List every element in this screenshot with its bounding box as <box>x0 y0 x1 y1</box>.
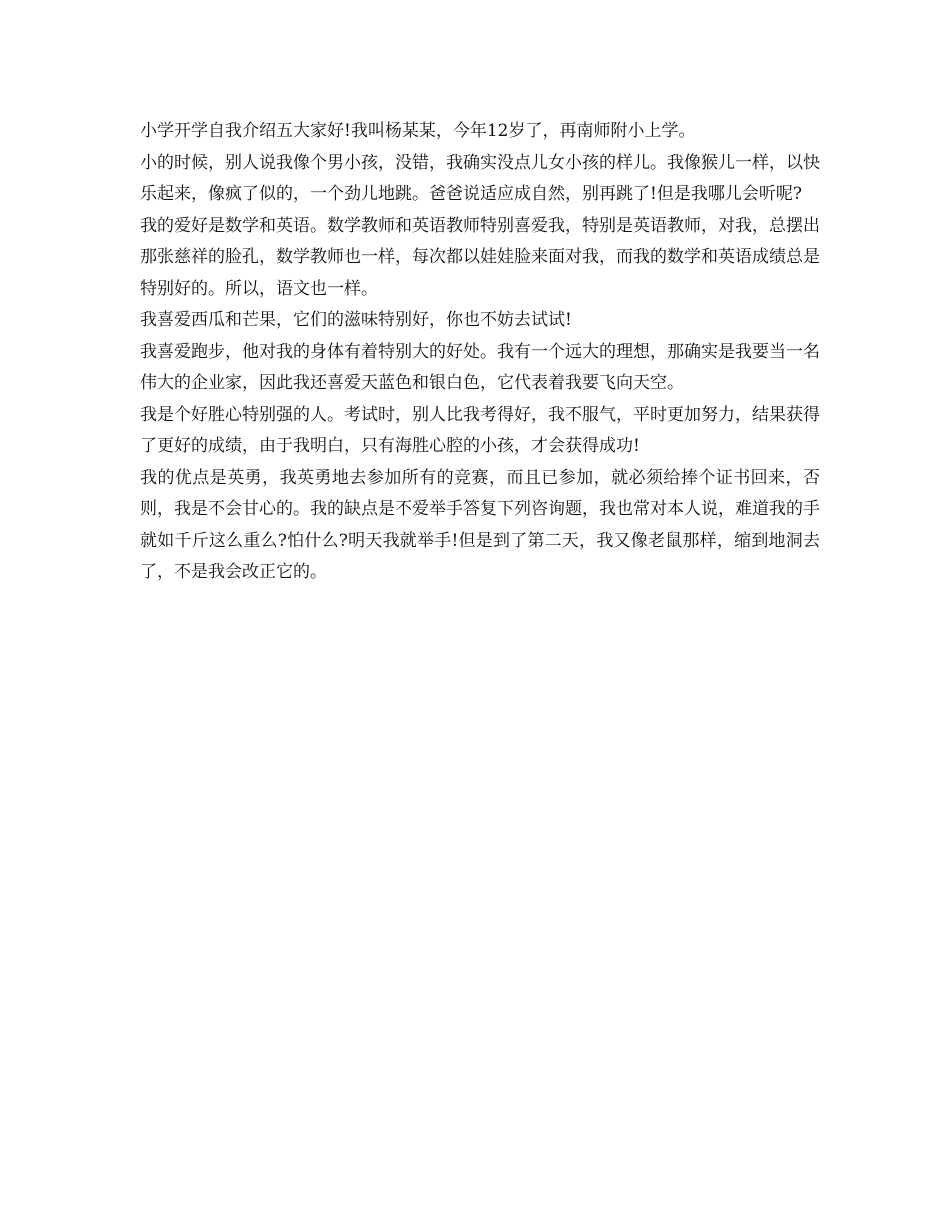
paragraph-hobbies: 我的爱好是数学和英语。数学教师和英语教师特别喜爱我，特别是英语教师，对我，总摆出那张慈祥的脸孔，数学教师也一样，每次都以娃娃脸来面对我，而我的数学和英语成绩总是特别好的。所以，语文也一样。 <box>140 215 820 299</box>
paragraph-strengths-weaknesses: 我的优点是英勇，我英勇地去参加所有的竞赛，而且已参加，就必须给捧个证书回来，否则，我是不会甘心的。我的缺点是不爱举手答复下列咨询题，我也常对本人说，难道我的手就如千斤这么重么?怕什么?明天我就举手!但是到了第二天，我又像老鼠那样，缩到地洞去了，不是我会改正它的。 <box>140 467 820 582</box>
document-body <box>140 116 820 589</box>
paragraph-running: 我喜爱跑步，他对我的身体有着特别大的好处。我有一个远大的理想，那确实是我要当一名伟大的企业家，因此我还喜爱天蓝色和银白色，它代表着我要飞向天空。 <box>140 341 820 393</box>
paragraph-childhood: 小的时候，别人说我像个男小孩，没错，我确实没点儿女小孩的样儿。我像猴儿一样，以快乐起来，像疯了似的，一个劲儿地跳。爸爸说适应成自然，别再跳了!但是我哪儿会听呢? <box>140 152 820 204</box>
paragraph-intro: 小学开学自我介绍五大家好!我叫杨某某，今年12岁了，再南师附小上学。 <box>140 121 696 141</box>
paragraph-fruit: 我喜爱西瓜和芒果，它们的滋味特别好，你也不妨去试试! <box>140 310 572 330</box>
paragraph-competitive: 我是个好胜心特别强的人。考试时，别人比我考得好，我不服气，平时更加努力，结果获得了更好的成绩，由于我明白，只有海胜心腔的小孩，才会获得成功! <box>140 404 820 456</box>
